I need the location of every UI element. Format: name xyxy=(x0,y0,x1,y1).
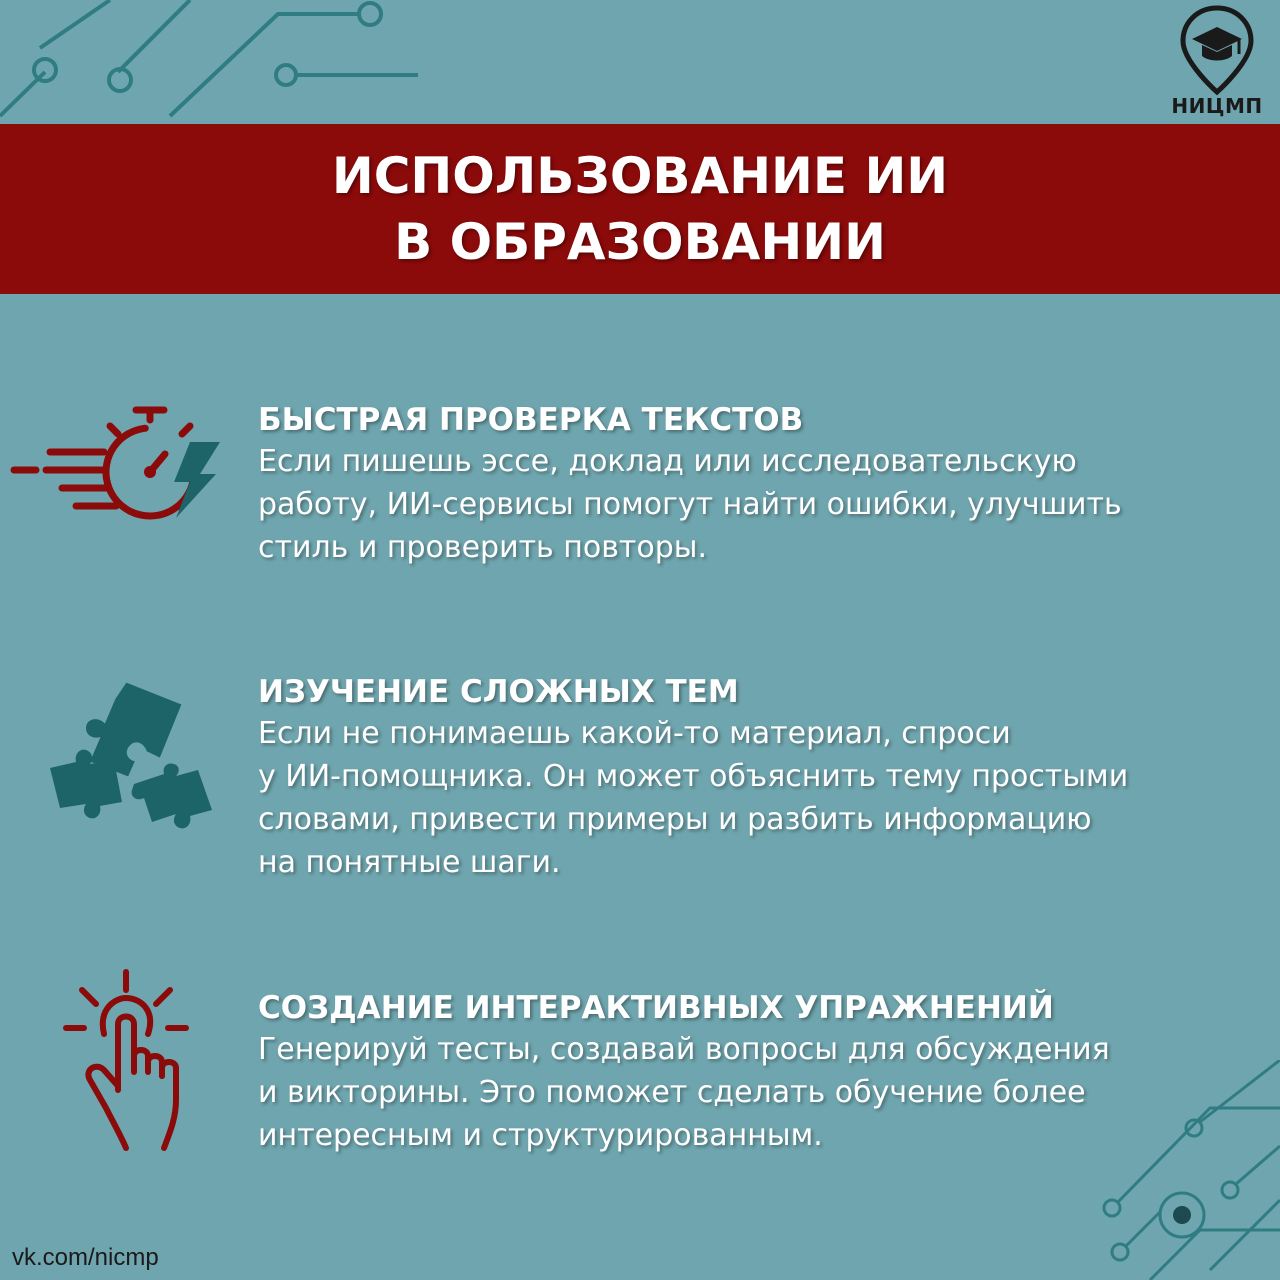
graduation-cap-pin-icon xyxy=(1177,4,1257,96)
body-line: работу, ИИ-сервисы помогут найти ошибки, улучшить xyxy=(258,487,1122,522)
section-title: БЫСТРАЯ ПРОВЕРКА ТЕКСТОВ xyxy=(258,402,804,438)
body-line: Генерируй тесты, создавай вопросы для обсуждения xyxy=(258,1032,1110,1067)
section-body xyxy=(258,1028,1248,1157)
section-title: ИЗУЧЕНИЕ СЛОЖНЫХ ТЕМ xyxy=(258,674,739,710)
title-line-1: ИСПОЛЬЗОВАНИЕ ИИ xyxy=(331,147,949,205)
title-line-2: В ОБРАЗОВАНИИ xyxy=(394,213,886,271)
body-line: стиль и проверить повторы. xyxy=(258,530,708,565)
footer-link[interactable]: vk.com/nicmp xyxy=(12,1244,159,1271)
body-line: словами, привести примеры и разбить информацию xyxy=(258,802,1092,837)
page-title xyxy=(332,143,948,275)
title-banner xyxy=(0,124,1280,294)
body-line: интересным и структурированным. xyxy=(258,1118,823,1153)
body-line: на понятные шаги. xyxy=(258,845,561,880)
section-text-block xyxy=(258,672,1248,884)
body-line: Если пишешь эссе, доклад или исследовательскую xyxy=(258,444,1077,479)
puzzle-pieces-icon xyxy=(40,676,215,851)
body-line: Если не понимаешь какой-то материал, спроси xyxy=(258,716,1011,751)
section-body xyxy=(258,440,1248,569)
section-text-block xyxy=(258,988,1248,1157)
logo-text: НИЦМП xyxy=(1171,94,1263,118)
section-body xyxy=(258,712,1248,884)
section-title: СОЗДАНИЕ ИНТЕРАКТИВНЫХ УПРАЖНЕНИЙ xyxy=(258,990,1054,1026)
circuit-decoration-top xyxy=(0,0,440,130)
body-line: у ИИ-помощника. Он может объяснить тему простыми xyxy=(258,759,1129,794)
body-line: и викторины. Это поможет сделать обучение более xyxy=(258,1075,1086,1110)
logo xyxy=(1162,4,1272,118)
tap-hand-icon xyxy=(60,968,195,1153)
stopwatch-lightning-icon xyxy=(10,402,225,527)
section-text-block xyxy=(258,400,1248,569)
